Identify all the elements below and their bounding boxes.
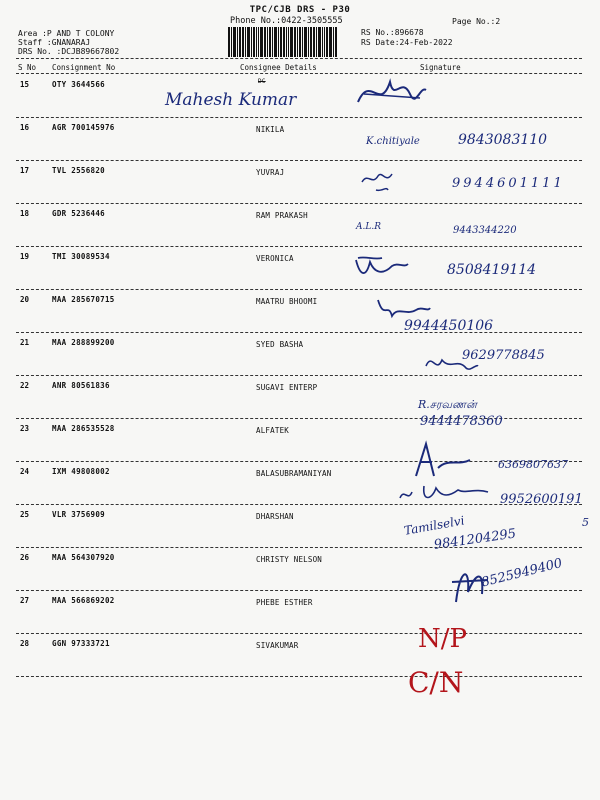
row-consignee-name: DC: [258, 78, 266, 85]
row-consignment-number: ANR 80561836: [52, 381, 110, 390]
phone-number: Phone No.:0422-3505555: [230, 16, 343, 26]
handwritten-extra-row25: 5: [582, 516, 589, 529]
handwritten-phone-row26: 8525949400: [480, 555, 564, 591]
row-consignee-name: VERONICA: [256, 254, 294, 263]
row-serial-number: 22: [20, 381, 30, 390]
row-consignee-name: SYED BASHA: [256, 340, 304, 349]
row-consignee-name: DHARSHAN: [256, 512, 294, 521]
signature-scribble-row15: [350, 72, 430, 116]
row-consignee-name: BALASUBRAMANIYAN: [256, 469, 332, 478]
header-rule-top: [16, 58, 582, 59]
row-consignment-number: MAA 285670715: [52, 295, 115, 304]
row-separator: [16, 633, 582, 634]
row-consignment-number: OTY 3644566: [52, 80, 105, 89]
handwritten-phone-row21: 9629778845: [462, 348, 545, 363]
row-consignment-number: AGR 700145976: [52, 123, 115, 132]
page-number: Page No.:2: [452, 17, 501, 26]
row-consignment-number: MAA 564307920: [52, 553, 115, 562]
handwritten-name-row15: Mahesh Kumar: [165, 90, 297, 110]
row-consignment-number: GGN 97333721: [52, 639, 110, 648]
row-consignee-name: YUVRAJ: [256, 168, 285, 177]
row-consignee-name: SUGAVI ENTERP: [256, 383, 318, 392]
col-header-signature: Signature: [420, 63, 461, 72]
barcode: [228, 27, 352, 57]
row-consignment-number: GDR 5236446: [52, 209, 105, 218]
area-label: Area :P AND T COLONY: [18, 29, 115, 38]
row-serial-number: 17: [20, 166, 30, 175]
rs-date: RS Date:24-Feb-2022: [361, 38, 453, 47]
row-serial-number: 25: [20, 510, 30, 519]
row-separator: [16, 117, 582, 118]
row-separator: [16, 160, 582, 161]
signature-scribble-row17: [358, 162, 408, 196]
row-consignee-name: RAM PRAKASH: [256, 211, 308, 220]
row-consignment-number: MAA 288899200: [52, 338, 115, 347]
row-serial-number: 23: [20, 424, 30, 433]
row-separator: [16, 676, 582, 677]
row-consignee-name: PHEBE ESTHER: [256, 598, 313, 607]
row-consignee-name: CHRISTY NELSON: [256, 555, 323, 564]
signature-scribble-row23: [410, 440, 480, 480]
signature-scribble-row19: [352, 252, 412, 282]
handwritten-sig-row16: K.chitiyale: [366, 136, 420, 147]
row-serial-number: 27: [20, 596, 30, 605]
staff-label: Staff :GNANARAJ: [18, 38, 91, 47]
drs-number: DRS No. :DCJB89667802: [18, 47, 120, 56]
row-separator: [16, 203, 582, 204]
row-serial-number: 18: [20, 209, 30, 218]
handwritten-sig-row25: Tamilselvi: [403, 513, 466, 538]
row-serial-number: 19: [20, 252, 30, 261]
header-rule-bottom: [16, 73, 582, 74]
row-consignee-name: ALFATEK: [256, 426, 290, 435]
row-consignee-name: SIVAKUMAR: [256, 641, 299, 650]
handwritten-mark-row27: N/P: [418, 624, 468, 654]
handwritten-phone-row23: 6369807637: [498, 458, 568, 471]
row-serial-number: 24: [20, 467, 30, 476]
row-consignment-number: VLR 3756909: [52, 510, 105, 519]
handwritten-phone-row18: 9443344220: [453, 225, 517, 236]
row-consignee-name: MAATRU BHOOMI: [256, 297, 318, 306]
handwritten-sig-row22: R.சரவணன்: [418, 398, 477, 411]
row-separator: [16, 547, 582, 548]
row-separator: [16, 504, 582, 505]
handwritten-phone-row20: 9944450106: [404, 318, 494, 334]
handwritten-phone-row25: 9841204295: [433, 526, 518, 553]
row-consignment-number: TVL 2556820: [52, 166, 105, 175]
handwritten-phone-row22: 9444478360: [420, 414, 503, 429]
row-serial-number: 16: [20, 123, 30, 132]
handwritten-sig-row18: A.L.R: [356, 222, 381, 232]
handwritten-phone-row17: 9944601111: [452, 176, 565, 191]
row-separator: [16, 289, 582, 290]
handwritten-mark-row28: C/N: [408, 666, 464, 699]
col-header-consignee: Consignee Details: [240, 63, 317, 72]
row-serial-number: 20: [20, 295, 30, 304]
row-separator: [16, 375, 582, 376]
row-consignment-number: MAA 566869202: [52, 596, 115, 605]
row-consignee-name: NIKILA: [256, 125, 285, 134]
row-serial-number: 26: [20, 553, 30, 562]
handwritten-phone-row24: 9952600191: [500, 492, 583, 507]
signature-scribble-row24: [396, 478, 496, 508]
handwritten-phone-row16: 9843083110: [458, 132, 548, 148]
row-consignment-number: TMI 30089534: [52, 252, 110, 261]
sheet-title: TPC/CJB DRS - P30: [249, 5, 351, 15]
row-consignment-number: MAA 286535528: [52, 424, 115, 433]
row-consignment-number: IXM 49808002: [52, 467, 110, 476]
handwritten-phone-row19: 8508419114: [447, 262, 537, 278]
row-separator: [16, 246, 582, 247]
rs-number: RS No.:896678: [361, 28, 424, 37]
row-separator: [16, 332, 582, 333]
row-serial-number: 28: [20, 639, 30, 648]
row-serial-number: 15: [20, 80, 30, 89]
col-header-sno: S No: [18, 63, 37, 72]
col-header-consignment: Consignment No: [52, 63, 116, 72]
row-serial-number: 21: [20, 338, 30, 347]
